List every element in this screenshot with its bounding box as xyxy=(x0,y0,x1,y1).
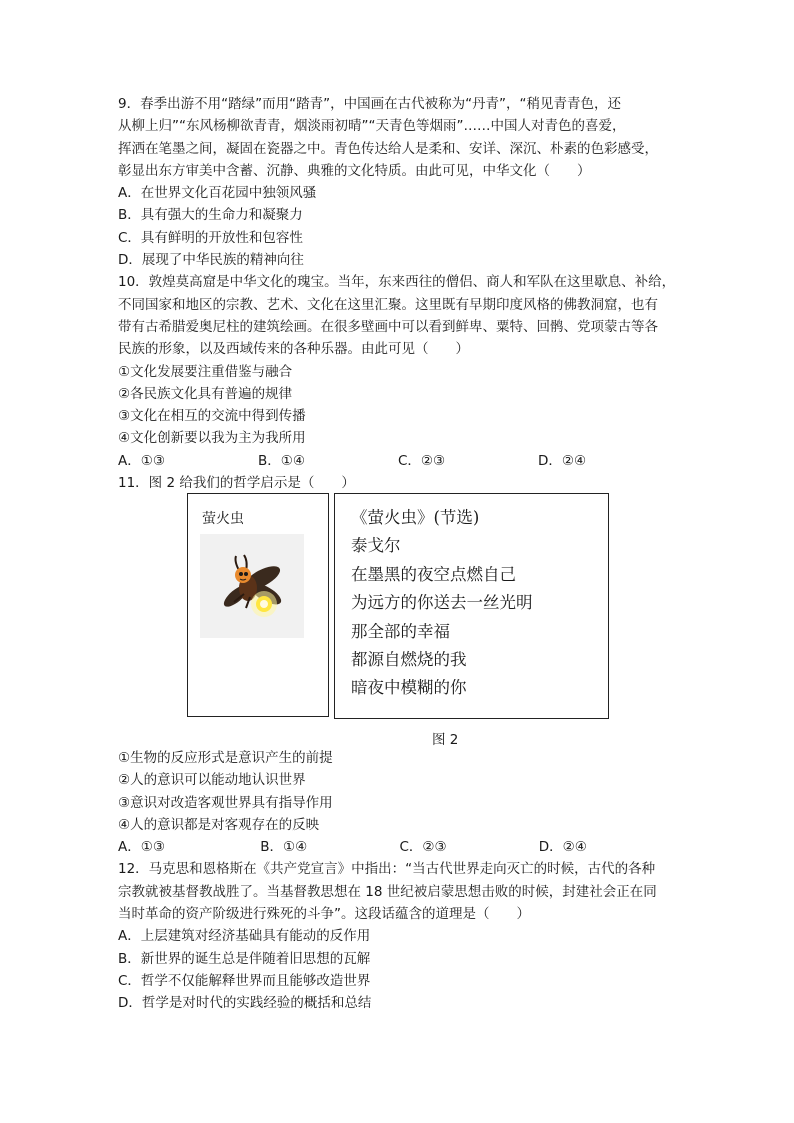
poem-line: 暗夜中模糊的你 xyxy=(351,678,467,698)
question-11-12 xyxy=(118,747,678,1015)
q11-choices xyxy=(118,836,678,858)
q10-stem-line: 10．敦煌莫高窟是中华文化的瑰宝。当年，东来西往的僧侣、商人和军队在这里歇息、补给， xyxy=(118,274,676,291)
poem-line: 为远方的你送去一丝光明 xyxy=(351,593,533,613)
q10-stem-line: 不同国家和地区的宗教、艺术、文化在这里汇聚。这里既有早期印度风格的佛教洞窟，也有 xyxy=(118,296,658,313)
q11-choice-a: A．①③ xyxy=(118,839,165,856)
firefly-box xyxy=(187,493,329,717)
q12-option-c: C．哲学不仅能解释世界而且能够改造世界 xyxy=(118,972,371,989)
q10-statement-4: ④文化创新要以我为主为我所用 xyxy=(118,430,306,447)
q11-statement-2: ②人的意识可以能动地认识世界 xyxy=(118,772,306,789)
q10-stem-line: 民族的形象，以及西域传来的各种乐器。由此可见（ ） xyxy=(118,341,469,358)
q11-stem: 11．图 2 给我们的哲学启示是（ ） xyxy=(118,475,355,492)
poem-line: 都源自燃烧的我 xyxy=(351,649,467,669)
q12-option-a: A．上层建筑对经济基础具有能动的反作用 xyxy=(118,928,371,945)
q10-choice-b: B．①④ xyxy=(258,452,305,469)
q11-statement-4: ④人的意识都是对客观存在的反映 xyxy=(118,816,320,833)
q10-choice-d: D．②④ xyxy=(538,452,587,469)
poem-title: 《萤火虫》(节选) xyxy=(351,508,480,527)
q9-stem-line: 从柳上归”“东风杨柳欲青青，烟淡雨初晴”“天青色等烟雨”……中国人对青色的喜爱， xyxy=(118,118,626,135)
q12-stem-line: 宗教就被基督教战胜了。当基督教思想在 18 世纪被启蒙思想击败的时候，封建社会正在同 xyxy=(118,883,657,900)
q11-statement-3: ③意识对改造客观世界具有指导作用 xyxy=(118,794,333,811)
poem-line: 那全部的幸福 xyxy=(351,621,450,641)
q12-stem-line: 当时革命的资产阶级进行殊死的斗争”。这段话蕴含的道理是（ ） xyxy=(118,906,530,923)
q9-option-c: C．具有鲜明的开放性和包容性 xyxy=(118,229,303,246)
q10-choice-a: A．①③ xyxy=(118,452,165,469)
figure-caption: 图 2 xyxy=(432,732,459,748)
q11-choice-b: B．①④ xyxy=(260,839,308,856)
q9-stem-line: 9．春季出游不用“踏绿”而用“踏青”，中国画在古代被称为“丹青”，“稍见青青色，还 xyxy=(118,96,622,112)
poem-line: 在墨黑的夜空点燃自己 xyxy=(351,564,516,584)
q10-choices xyxy=(118,450,678,472)
q11-statement-1: ①生物的反应形式是意识产生的前提 xyxy=(118,750,333,766)
q9-option-a: A．在世界文化百花园中独领风骚 xyxy=(118,185,317,202)
firefly-title: 萤火虫 xyxy=(202,511,244,527)
q10-choice-c: C．②③ xyxy=(398,452,446,469)
firefly-icon xyxy=(200,534,304,638)
q9-stem-line: 彰显出东方审美中含蓄、沉静、典雅的文化特质。由此可见，中华文化（ ） xyxy=(118,162,591,179)
q11-choice-c: C．②③ xyxy=(399,839,447,856)
question-9 xyxy=(118,93,678,494)
q11-choice-d: D．②④ xyxy=(538,839,587,856)
poem-box xyxy=(334,493,609,719)
figure-2 xyxy=(187,493,609,719)
q9-option-b: B．具有强大的生命力和凝聚力 xyxy=(118,207,303,224)
poem-author: 泰戈尔 xyxy=(351,536,401,556)
poem-text xyxy=(351,504,533,703)
q10-statement-3: ③文化在相互的交流中得到传播 xyxy=(118,408,306,425)
q10-statement-1: ①文化发展要注重借鉴与融合 xyxy=(118,363,293,380)
q10-statement-2: ②各民族文化具有普遍的规律 xyxy=(118,385,293,402)
q12-option-b: B．新世界的诞生总是伴随着旧思想的瓦解 xyxy=(118,950,371,967)
q9-option-d: D．展现了中华民族的精神向往 xyxy=(118,252,304,269)
q9-stem-line: 挥洒在笔墨之间，凝固在瓷器之中。青色传达给人是柔和、安详、深沉、朴素的色彩感受， xyxy=(118,140,658,157)
q12-option-d: D．哲学是对时代的实践经验的概括和总结 xyxy=(118,995,372,1012)
q12-stem-line: 12．马克思和恩格斯在《共产党宣言》中指出：“当古代世界走向灭亡的时候，古代的各种 xyxy=(118,861,656,878)
q10-stem-line: 带有古希腊爱奥尼柱的建筑绘画。在很多壁画中可以看到鲜卑、粟特、回鹘、党项蒙古等各 xyxy=(118,318,658,335)
